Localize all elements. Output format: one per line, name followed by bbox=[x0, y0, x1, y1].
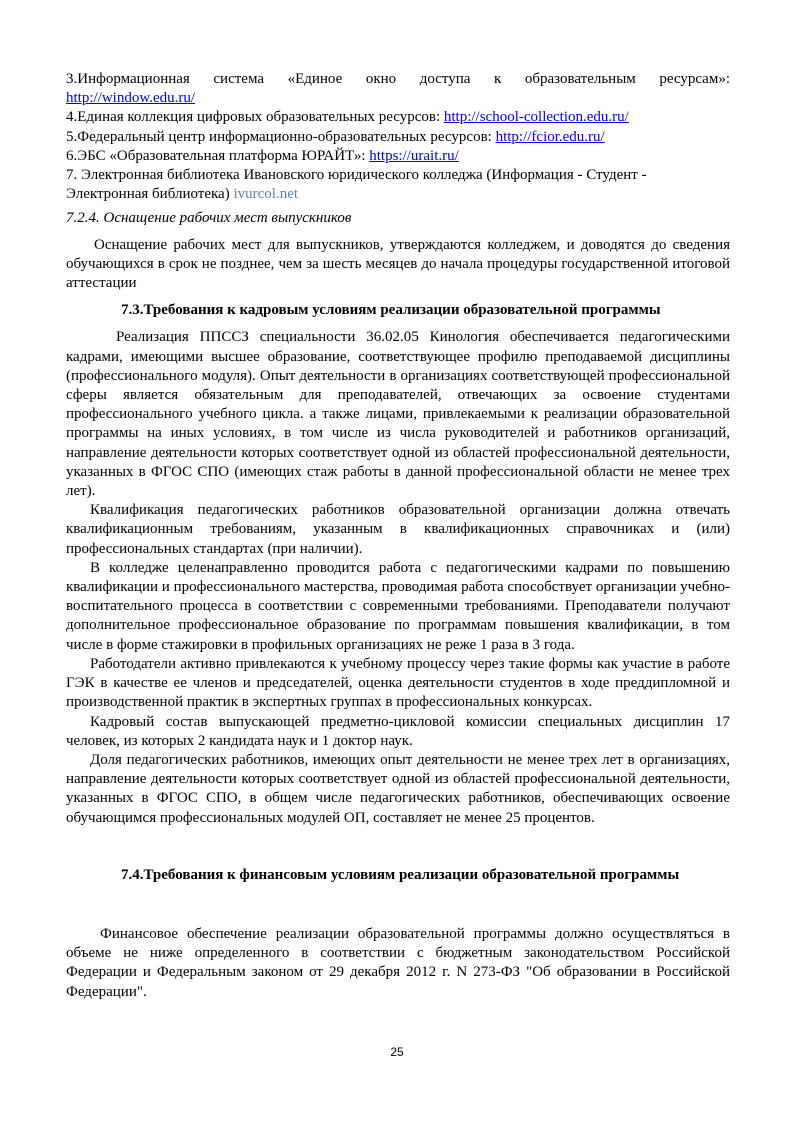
section-74-paragraph: Финансовое обеспечение реализации образовательной программы должно осуществляться в объеме не ниже определенного в соответствии с бюджетным законодательством Российской Федерации и Федеральным законом от 29 декабря 2012 г. N 273-ФЗ "Об образовании в Российской Федерации". bbox=[66, 925, 730, 1000]
list-item-6 bbox=[66, 147, 730, 166]
urait-link[interactable]: https://urait.ru/ bbox=[369, 147, 459, 164]
list-item-4 bbox=[66, 108, 730, 127]
school-collection-link[interactable]: http://school-collection.edu.ru/ bbox=[443, 109, 629, 126]
list-item-3-link-line bbox=[66, 89, 730, 108]
list-item-4-text: 4.Единая коллекция цифровых образовательных ресурсов: bbox=[66, 109, 444, 126]
section-724-paragraph: Оснащение рабочих мест для выпускников, утверждаются колледжем, и доводятся до сведения обучающихся в срок не позднее, чем за шесть месяцев до начала процедуры государственной итоговой аттестации bbox=[66, 236, 730, 292]
window-edu-link[interactable]: http://window.edu.ru/ bbox=[66, 90, 196, 107]
section-73-p4: Работодатели активно привлекаются к учебному процессу через такие формы как участие в работе ГЭК в качестве ее членов и председателей, оценка деятельности студентов в ходе преддипломной и производственной практик в экспертных группах в профессиональных конкурсах. bbox=[66, 655, 730, 711]
section-73-p2: Квалификация педагогических работников образовательной организации должна отвечать квалификационным требованиям, указанным в квалификационных справочниках и (или) профессиональных стандартах (при наличии). bbox=[66, 502, 730, 557]
ivurcol-link[interactable]: ivurcol.net bbox=[233, 186, 299, 203]
section-73-p5: Кадровый состав выпускающей предметно-цикловой комиссии специальных дисциплин 17 человек, из которых 2 кандидата наук и 1 доктор наук. bbox=[66, 713, 730, 749]
section-724-heading: 7.2.4. Оснащение рабочих мест выпускников bbox=[66, 210, 352, 227]
section-73-p3: В колледже целенаправленно проводится работа с педагогическими кадрами по повышению квалификации и профессионального мастерства, проводимая работа способствует организации учебно-воспитательного процесса в соответствии с современными требованиями. Преподаватели получают дополнительное профессиональное образование по программам повышения квалификации, в том числе в форме стажировки в профильных организациях не реже 1 раза в 3 года. bbox=[66, 559, 730, 653]
section-73-p1: Реализация ППССЗ специальности 36.02.05 Кинология обеспечивается педагогическими кадрами, имеющими высшее образование, соответствующее профилю преподаваемой дисциплины (профессионального модуля). Опыт деятельности в организациях соответствующей профессиональной сферы является обязательным для преподавателей, отвечающих за освоение студентами профессионального учебного цикла. а также лицами, привлекаемыми к реализации образовательной программы на иных условиях, в том числе из числа руководителей и работников организаций, направление деятельности которых соответствует одной из областей профессиональной деятельности, указанных в ФГОС СПО (имеющих стаж работы в данной профессиональной области не менее трех лет). bbox=[66, 329, 730, 500]
list-item-3-text: 3.Информационная система «Единое окно доступа к образовательным ресурсам»: bbox=[66, 71, 730, 87]
list-item-6-text: 6.ЭБС «Образовательная платформа ЮРАЙТ»: bbox=[66, 147, 370, 164]
section-73-heading: 7.3.Требования к кадровым условиям реализации образовательной программы bbox=[121, 302, 661, 319]
list-item-3 bbox=[66, 70, 730, 89]
list-item-7-text: 7. Электронная библиотека Ивановского юридического колледжа (Информация - Студент - Электронная библиотека) bbox=[66, 167, 647, 203]
list-item-5 bbox=[66, 128, 730, 147]
document-page bbox=[66, 70, 730, 1002]
section-73-p6: Доля педагогических работников, имеющих опыт деятельности не менее трех лет в организациях, направление деятельности которых соответствует одной из областей профессиональной деятельности, указанных в ФГОС СПО, в общем числе педагогических работников, обеспечивающих освоение обучающимся профессиональных модулей ОП, составляет не менее 25 процентов. bbox=[66, 751, 730, 826]
list-item-5-text: 5.Федеральный центр информационно-образовательных ресурсов: bbox=[66, 128, 496, 145]
fcior-link[interactable]: http://fcior.edu.ru/ bbox=[495, 128, 605, 145]
section-74-heading: 7.4.Требования к финансовым условиям реализации образовательной программы bbox=[121, 866, 680, 883]
page-number: 25 bbox=[390, 1045, 404, 1059]
list-item-7 bbox=[66, 166, 730, 204]
